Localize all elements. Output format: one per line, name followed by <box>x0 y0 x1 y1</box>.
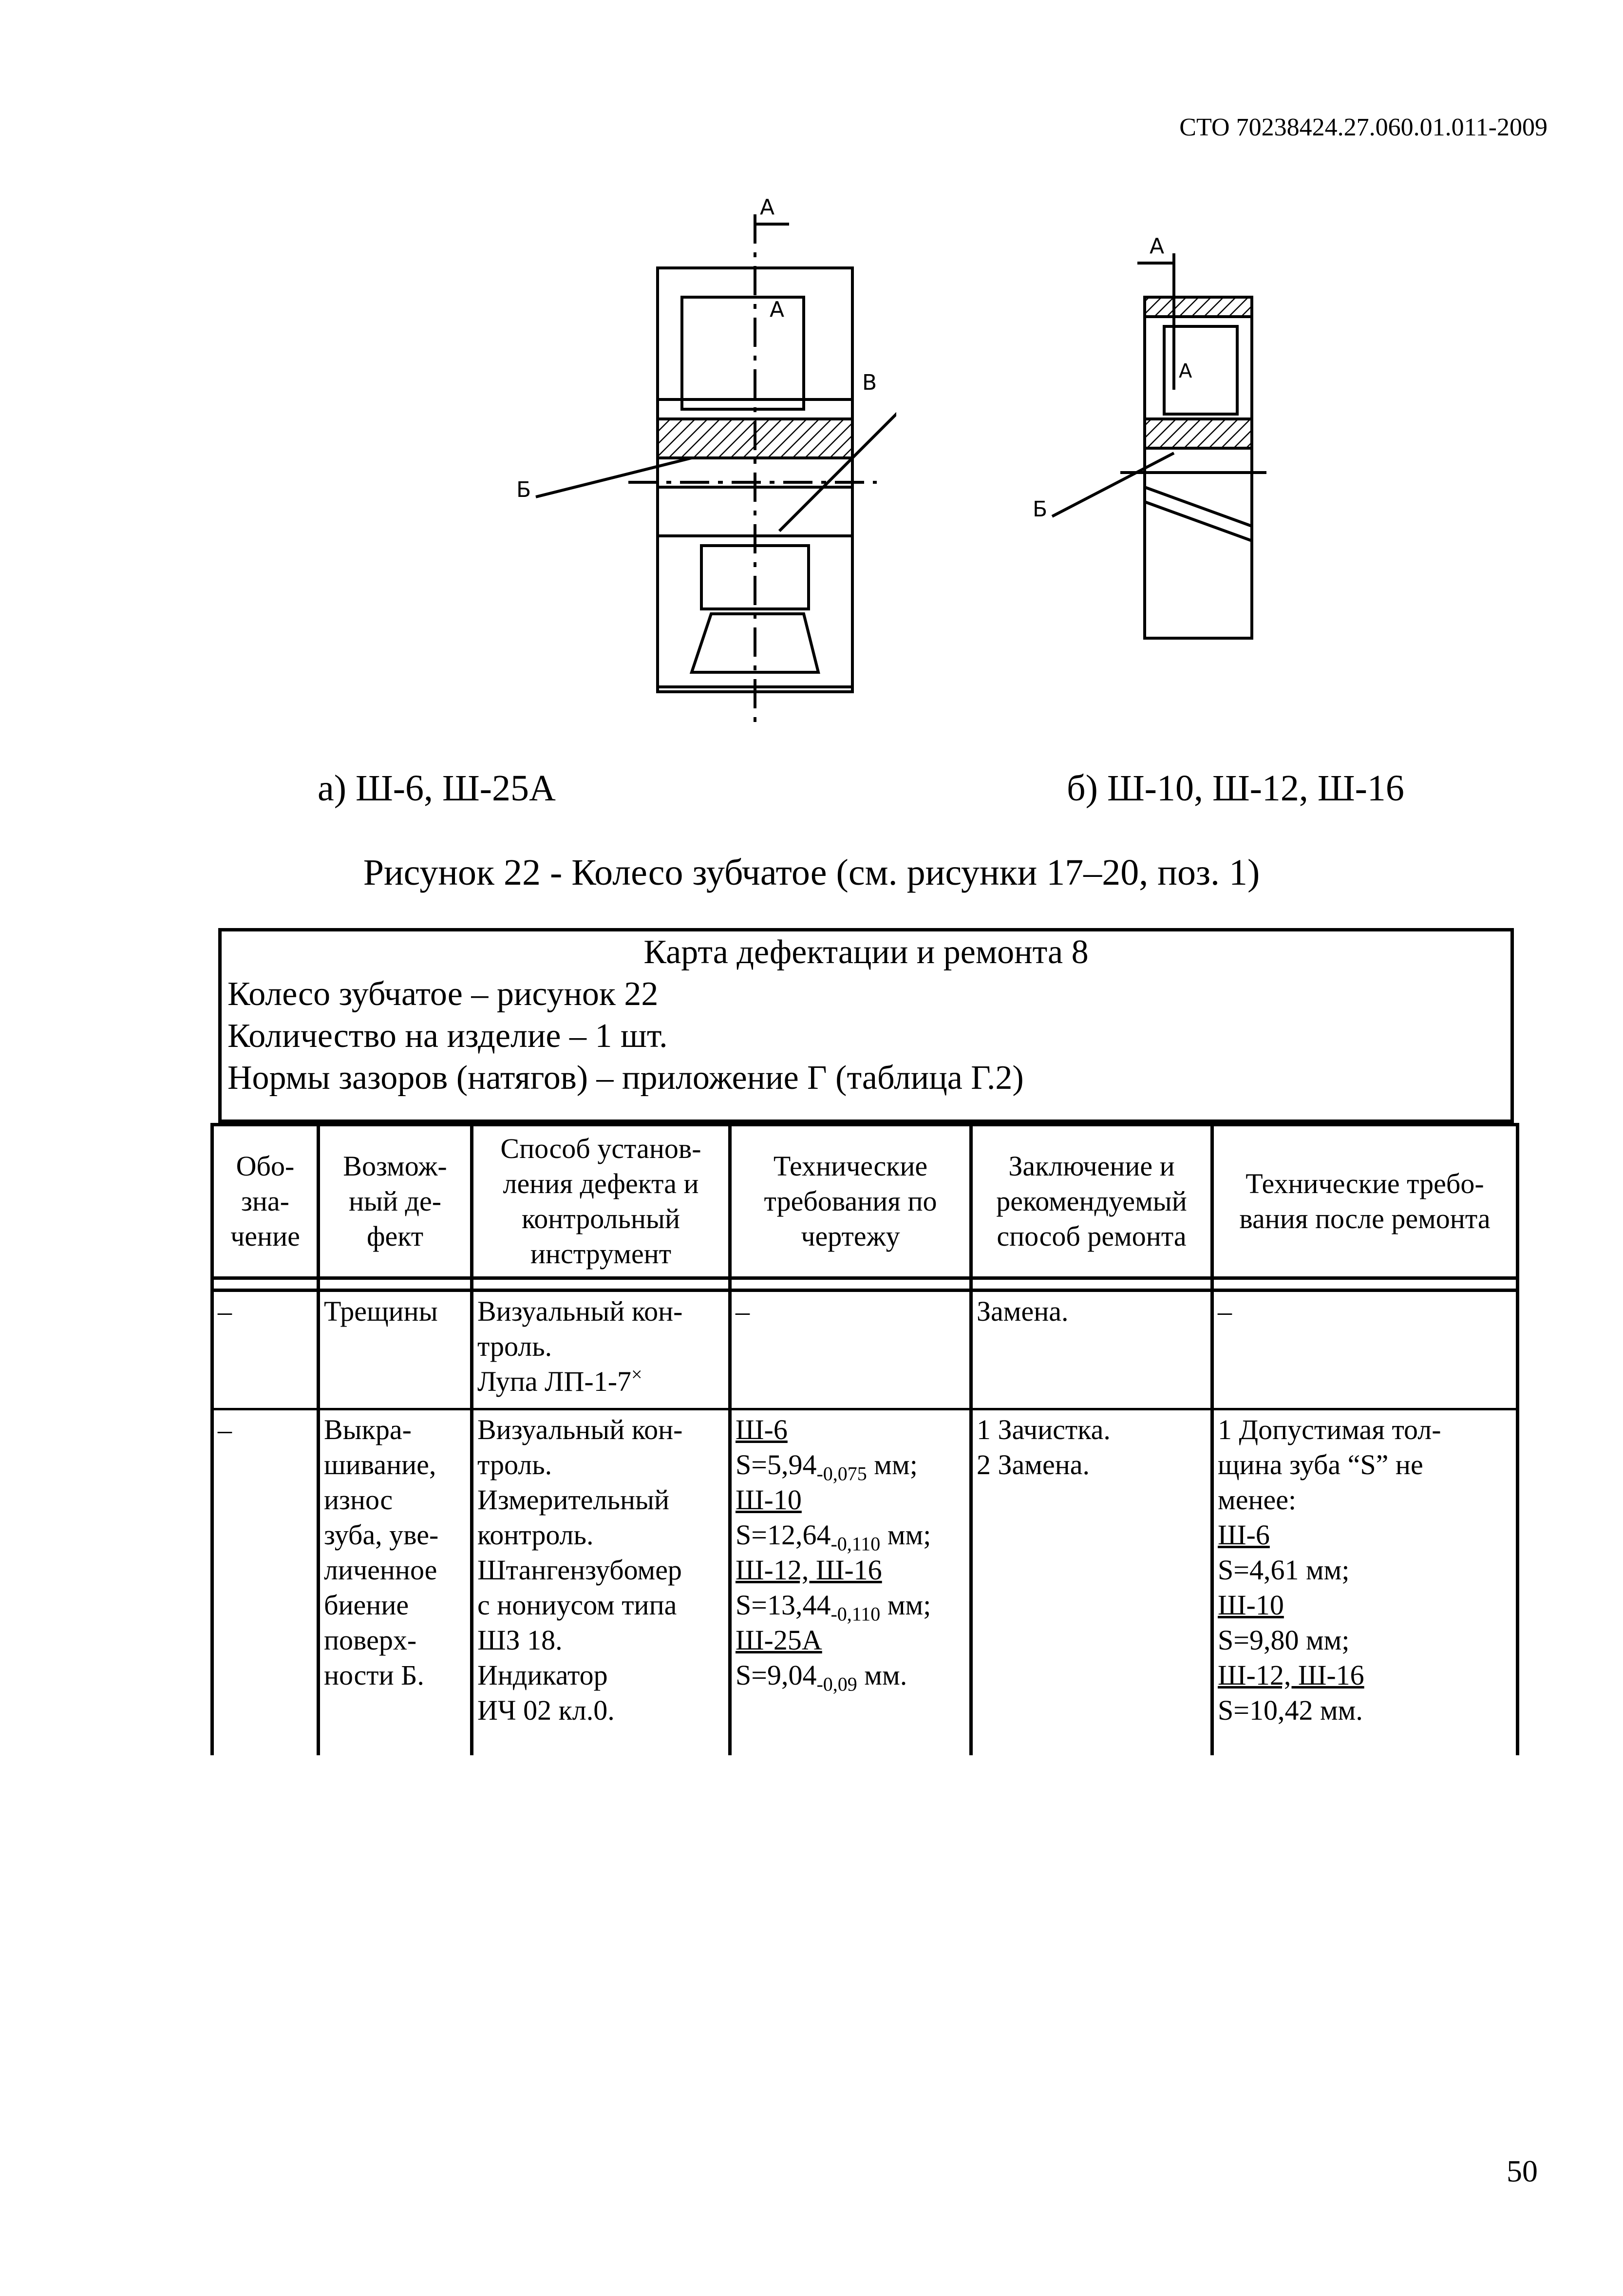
label-a2: А <box>770 297 785 322</box>
cell: Визуальный кон- троль. Измерительный контроль. Штангензубомер с нониусом типа ШЗ 18. Индикатор ИЧ 02 кл.0. <box>472 1409 730 1756</box>
cell: Выкра- шивание, износ зуба, уве- личенное биение поверх- ности Б. <box>319 1409 472 1756</box>
table-row <box>212 1290 1518 1409</box>
cell: 1 Зачистка. 2 Замена. <box>971 1409 1212 1756</box>
label-b-b: Б <box>1033 497 1048 522</box>
header-designation: Обо- зна- чение <box>212 1125 319 1278</box>
card-line-quantity: Количество на изделие – 1 шт. <box>227 1017 668 1055</box>
cell: – <box>730 1290 971 1409</box>
cell: – <box>1212 1290 1518 1409</box>
card-line-part: Колесо зубчатое – рисунок 22 <box>227 975 659 1013</box>
cell: – <box>212 1409 319 1756</box>
cell: 1 Допустимая тол- щина зуба “S” не менее: Ш-6 S=4,61 мм; Ш-10 S=9,80 мм; Ш-12, Ш-16 S=10,42 мм. <box>1212 1409 1518 1756</box>
header-defect: Возмож- ный де- фект <box>319 1125 472 1278</box>
cell: Трещины <box>319 1290 472 1409</box>
card-title: Карта дефектации и ремонта 8 <box>643 933 1089 971</box>
cell: Замена. <box>971 1290 1212 1409</box>
label-a: А <box>760 195 775 220</box>
cell: – <box>212 1290 319 1409</box>
label-b: Б <box>516 477 531 502</box>
defect-table <box>210 1123 1519 1755</box>
cell: Визуальный кон- троль. Лупа ЛП-1-7× <box>472 1290 730 1409</box>
gear-drawing-a <box>507 185 896 745</box>
label-a2-b: А <box>1179 360 1192 382</box>
label-a-b: А <box>1150 234 1165 259</box>
figure-caption: Рисунок 22 - Колесо зубчатое (см. рисунки 17–20, поз. 1) <box>363 852 1260 893</box>
figure-caption-b: б) Ш-10, Ш-12, Ш-16 <box>1067 768 1404 809</box>
table-header-row <box>212 1125 1518 1278</box>
cell: Ш-6 $S=5,94_{-0,075}$ мм; Ш-10 $S=12,64_{-0,110}$ мм; Ш-12, Ш-16 $S=13,44_{-0,110}$ мм; Ш-25А $S=9,04_{-0,09}$ мм. <box>730 1409 971 1756</box>
card-line-norms: Нормы зазоров (натягов) – приложение Г (таблица Г.2) <box>227 1059 1024 1097</box>
header-requirements: Технические требования по чертежу <box>730 1125 971 1278</box>
gear-drawing-b <box>1033 214 1344 702</box>
document-code: СТО 70238424.27.060.01.011-2009 <box>1179 114 1548 141</box>
header-method: Способ установ- ления дефекта и контрольный инструмент <box>472 1125 730 1278</box>
table-row <box>212 1409 1518 1756</box>
header-separator <box>212 1278 1518 1290</box>
header-after-repair: Технические требо- вания после ремонта <box>1212 1125 1518 1278</box>
label-v: В <box>862 370 877 395</box>
defect-card-header <box>218 928 1514 1123</box>
page-number: 50 <box>1507 2154 1538 2188</box>
figure-caption-a: а) Ш-6, Ш-25А <box>318 768 556 809</box>
header-conclusion: Заключение и рекомендуемый способ ремонта <box>971 1125 1212 1278</box>
